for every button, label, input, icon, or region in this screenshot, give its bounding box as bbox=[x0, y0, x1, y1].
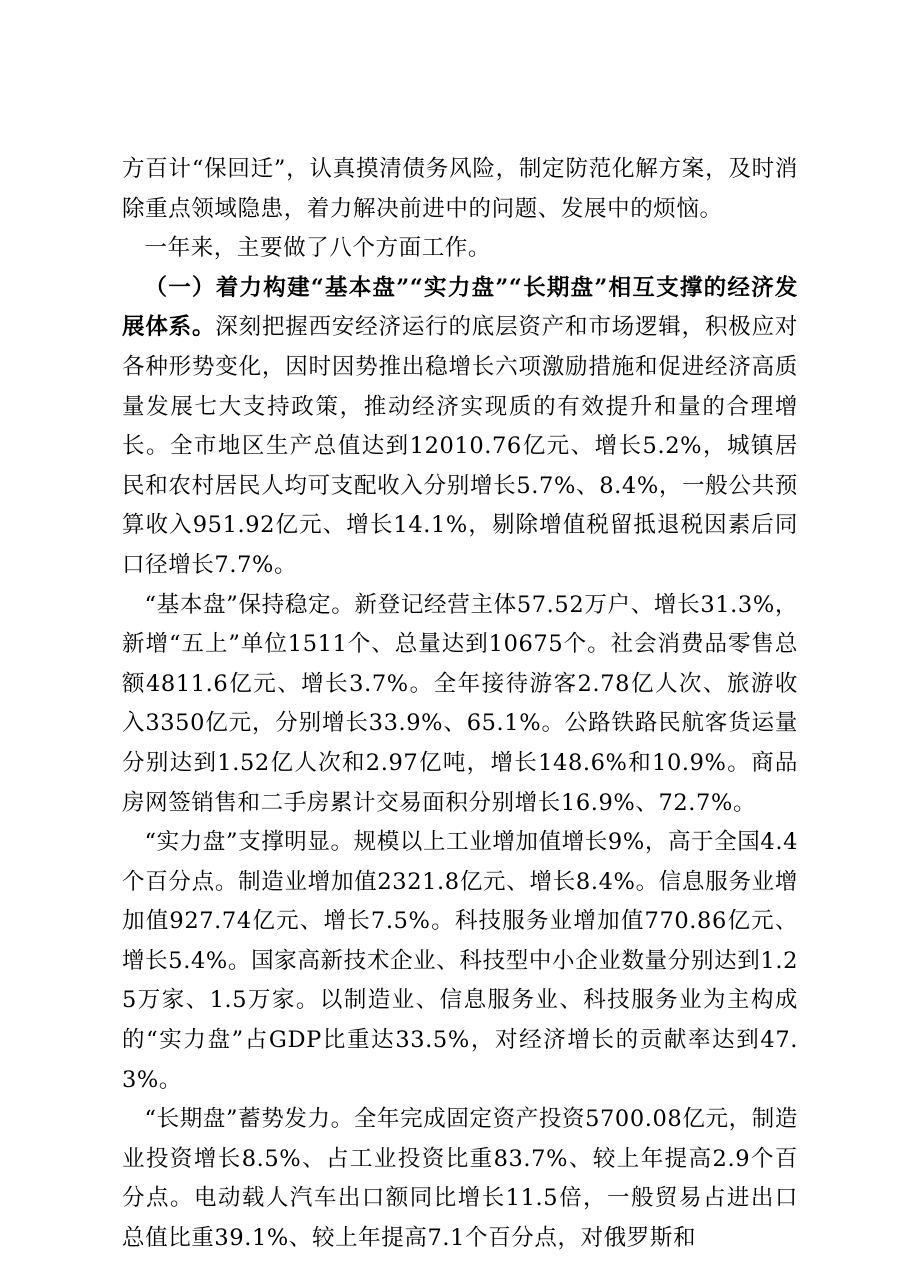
paragraph-long-term-pan: “长期盘”蓄势发力。全年完成固定资产投资5700.08亿元，制造业投资增长8.5%、占工业投资比重83.7%、较上年提高2.9个百分点。电动载人汽车出口额同比增长11.5倍，一般贸易占进出口总值比重39.1%、较上年提高7.1个百分点，对俄罗斯和 bbox=[122, 1106, 798, 1252]
section-heading: （一）着力构建“基本盘”“实力盘”“长期盘”相互支撑的经济发展体系。 bbox=[122, 274, 798, 341]
document-page bbox=[122, 150, 798, 1259]
paragraph-section-one bbox=[122, 269, 798, 586]
paragraph-continuation: 方百计“保回迁”，认真摸清债务风险，制定防范化解方案，及时消除重点领域隐患，着力解决前进中的问题、发展中的烦恼。 bbox=[122, 156, 798, 222]
paragraph-strength-pan: “实力盘”支撑明显。规模以上工业增加值增长9%，高于全国4.4个百分点。制造业增加值2321.8亿元、增长8.4%。信息服务业增加值927.74亿元、增长7.5%。科技服务业增加值770.86亿元、增长5.4%。国家高新技术企业、科技型中小企业数量分别达到1.25万家、1.5万家。以制造业、信息服务业、科技服务业为主构成的“实力盘”占GDP比重达33.5%，对经济增长的贡献率达到47.3%。 bbox=[122, 829, 798, 1093]
section-body: 深刻把握西安经济运行的底层资产和市场逻辑，积极应对各种形势变化，因时因势推出稳增长六项激励措施和促进经济高质量发展七大支持政策，推动经济实现质的有效提升和量的合理增长。全市地区生产总值达到12010.76亿元、增长5.2%，城镇居民和农村居民人均可支配收入分别增长5.7%、8.4%，一般公共预算收入951.92亿元、增长14.1%，剔除增值税留抵退税因素后同口径增长7.7%。 bbox=[122, 314, 798, 578]
paragraph-basic-pan: “基本盘”保持稳定。新登记经营主体57.52万户、增长31.3%，新增“五上”单位1511个、总量达到10675个。社会消费品零售总额4811.6亿元、增长3.7%。全年接待游客2.78亿人次、旅游收入3350亿元，分别增长33.9%、65.1%。公路铁路民航客货运量分别达到1.52亿人次和2.97亿吨，增长148.6%和10.9%。商品房网签销售和二手房累计交易面积分别增长16.9%、72.7%。 bbox=[122, 591, 798, 816]
paragraph-summary: 一年来，主要做了八个方面工作。 bbox=[144, 235, 492, 262]
